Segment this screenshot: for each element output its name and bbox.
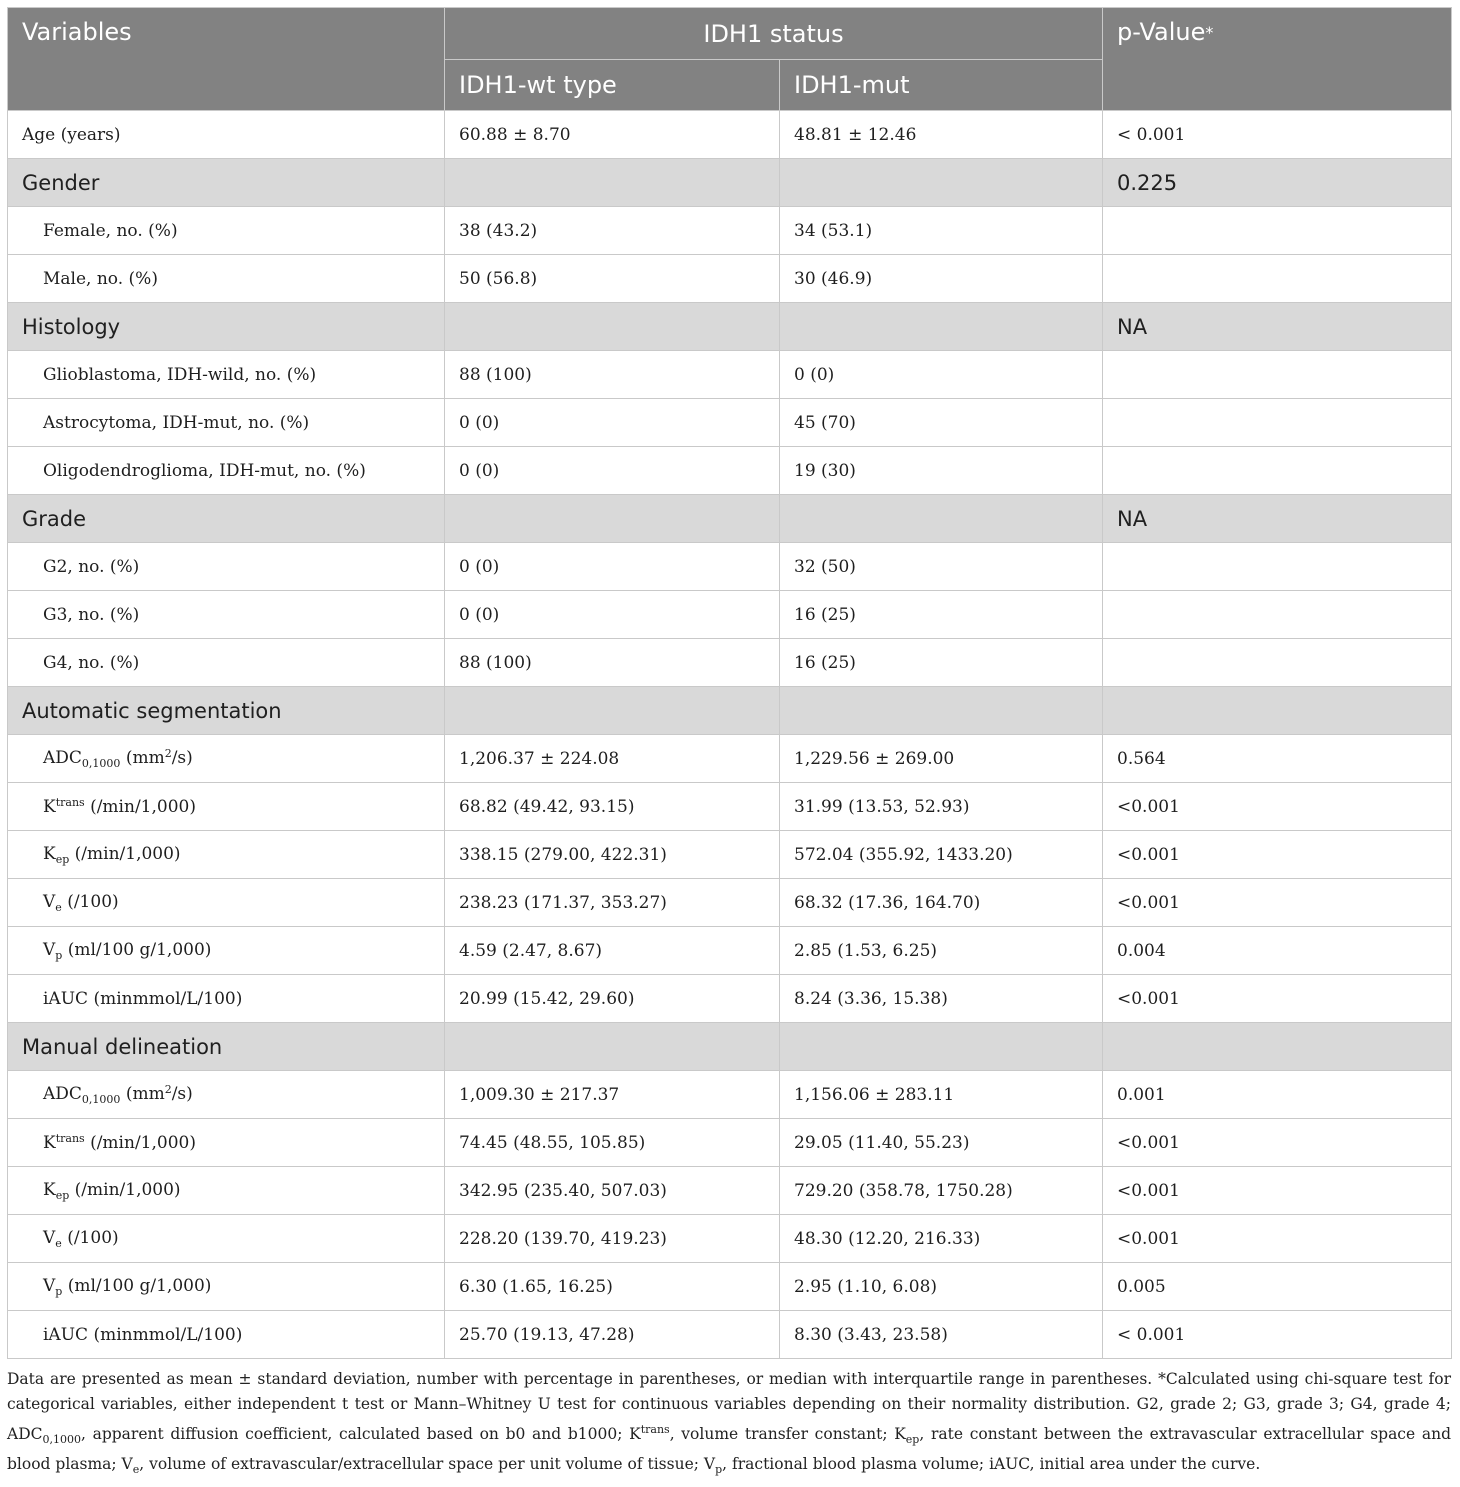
section-row [8,1023,1452,1071]
variable-label-part: 2 [164,1083,172,1096]
variable-label-part: p [55,1284,63,1298]
variable-cell: Glioblastoma, IDH-wild, no. (%) [8,351,445,399]
p-value-cell: 0.001 [1103,1071,1452,1119]
p-value-cell [1103,1023,1452,1071]
idh1-mut-cell: 48.30 (12.20, 216.33) [780,1215,1103,1263]
idh1-mut-cell: 32 (50) [780,543,1103,591]
table-footnote [7,1367,1451,1482]
p-value-cell [1103,399,1452,447]
variable-cell: Automatic segmentation [8,687,445,735]
variable-label-part: p [55,948,63,962]
idh1-mut-cell: 34 (53.1) [780,207,1103,255]
variable-label-part: ep [55,1188,70,1202]
p-value-cell: <0.001 [1103,975,1452,1023]
idh1-mut-cell: 48.81 ± 12.46 [780,111,1103,159]
p-value-cell [1103,447,1452,495]
p-value-cell: <0.001 [1103,783,1452,831]
idh1-wt-cell: 338.15 (279.00, 422.31) [445,831,780,879]
variable-cell: Astrocytoma, IDH-mut, no. (%) [8,399,445,447]
p-value-cell: < 0.001 [1103,1311,1452,1359]
table-row [8,207,1452,255]
variable-label-part: (/min/1,000) [84,1133,196,1153]
table-row [8,591,1452,639]
variable-cell: iAUC (minmmol/L/100) [8,1311,445,1359]
footnote-text: , volume transfer constant; K [669,1425,906,1443]
p-value-cell: <0.001 [1103,1119,1452,1167]
idh1-mut-cell: 16 (25) [780,591,1103,639]
p-value-cell [1103,591,1452,639]
idh1-wt-cell: 25.70 (19.13, 47.28) [445,1311,780,1359]
variable-cell [8,831,445,879]
idh1-wt-cell: 0 (0) [445,591,780,639]
idh1-wt-cell: 228.20 (139.70, 419.23) [445,1215,780,1263]
idh1-wt-cell: 6.30 (1.65, 16.25) [445,1263,780,1311]
footnote-sup: trans [640,1423,670,1436]
idh1-mut-cell [780,159,1103,207]
section-row [8,495,1452,543]
variable-label-part: V [43,939,56,960]
p-value-cell [1103,687,1452,735]
idh1-mut-cell [780,1023,1103,1071]
variable-cell: G3, no. (%) [8,591,445,639]
idh1-wt-cell: 74.45 (48.55, 105.85) [445,1119,780,1167]
variable-cell: Histology [8,303,445,351]
variable-label-part: K [43,797,56,817]
table-row [8,831,1452,879]
idh1-wt-cell: 38 (43.2) [445,207,780,255]
idh1-wt-cell: 20.99 (15.42, 29.60) [445,975,780,1023]
idh1-wt-cell: 1,009.30 ± 217.37 [445,1071,780,1119]
variable-label-part: ep [55,852,70,866]
p-value-cell: NA [1103,495,1452,543]
idh1-mut-cell: 8.24 (3.36, 15.38) [780,975,1103,1023]
table-body [8,111,1452,1359]
variable-label-part: (ml/100 g/1,000) [62,939,212,960]
idh1-comparison-table [7,7,1452,1359]
variable-cell: Oligodendroglioma, IDH-mut, no. (%) [8,447,445,495]
idh1-wt-cell [445,1023,780,1071]
idh1-mut-cell: 572.04 (355.92, 1433.20) [780,831,1103,879]
idh1-mut-cell: 16 (25) [780,639,1103,687]
variable-cell: Female, no. (%) [8,207,445,255]
table-row [8,735,1452,783]
variable-cell: G4, no. (%) [8,639,445,687]
idh1-mut-cell: 1,229.56 ± 269.00 [780,735,1103,783]
variable-label-part: 2 [164,747,172,760]
idh1-wt-cell: 4.59 (2.47, 8.67) [445,927,780,975]
footnote-sub: e [132,1463,140,1476]
table-row [8,447,1452,495]
p-value-cell: NA [1103,303,1452,351]
idh1-mut-cell [780,303,1103,351]
variable-label-part: K [43,1179,56,1200]
variable-label-part: (ml/100 g/1,000) [62,1275,212,1296]
footnote-sub: p [715,1463,723,1476]
header-idh1-wt: IDH1-wt type [445,60,780,111]
idh1-wt-cell: 0 (0) [445,543,780,591]
footnote-text: , apparent diffusion coefficient, calculated based on b0 and b1000; K [80,1425,641,1443]
table-row [8,1071,1452,1119]
p-value-cell: 0.564 [1103,735,1452,783]
idh1-mut-cell: 68.32 (17.36, 164.70) [780,879,1103,927]
variable-cell: Age (years) [8,111,445,159]
footnote-sub: 0,1000 [42,1433,81,1446]
header-idh1-mut: IDH1-mut [780,60,1103,111]
variable-cell: iAUC (minmmol/L/100) [8,975,445,1023]
p-value-cell: <0.001 [1103,1215,1452,1263]
table-row [8,927,1452,975]
table-row [8,543,1452,591]
variable-cell [8,735,445,783]
p-value-cell: 0.225 [1103,159,1452,207]
variable-label-part: ADC [43,1084,82,1104]
table-row [8,1311,1452,1359]
header-variables: Variables [8,8,445,111]
idh1-mut-cell: 45 (70) [780,399,1103,447]
table-row [8,399,1452,447]
table-page [7,7,1451,1482]
variable-label-part: e [55,900,62,914]
variable-label-part: V [43,1227,56,1248]
p-value-cell [1103,639,1452,687]
variable-label-part: trans [55,796,85,809]
variable-label-part: 0,1000 [81,757,121,770]
idh1-mut-cell: 30 (46.9) [780,255,1103,303]
variable-label-part: (/min/1,000) [69,843,181,864]
idh1-wt-cell: 88 (100) [445,639,780,687]
table-row [8,879,1452,927]
variable-label-part: (/100) [61,891,119,912]
p-value-cell: <0.001 [1103,1167,1452,1215]
p-value-cell: <0.001 [1103,831,1452,879]
variable-cell: Grade [8,495,445,543]
table-row [8,639,1452,687]
footnote-sub: ep [905,1433,920,1446]
p-value-cell [1103,351,1452,399]
table-row [8,1119,1452,1167]
variable-cell [8,1263,445,1311]
variable-label-part: (mm [120,748,165,768]
idh1-mut-cell [780,495,1103,543]
p-value-cell [1103,255,1452,303]
footnote-text: , fractional blood plasma volume; iAUC, initial area under the curve. [722,1455,1261,1473]
variable-label-part: /s) [171,748,193,768]
variable-label-part: /s) [171,1084,193,1104]
idh1-mut-cell [780,687,1103,735]
p-value-cell: 0.005 [1103,1263,1452,1311]
variable-cell: Gender [8,159,445,207]
variable-label-part: K [43,843,56,864]
variable-label-part: (/min/1,000) [84,797,196,817]
variable-label-part: (/min/1,000) [69,1179,181,1200]
variable-cell [8,1119,445,1167]
footnote-text: , volume of extravascular/extracellular space per unit volume of tissue; V [139,1455,716,1473]
idh1-mut-cell: 0 (0) [780,351,1103,399]
idh1-wt-cell [445,687,780,735]
header-idh1-status: IDH1 status [445,8,1103,60]
table-row [8,351,1452,399]
idh1-wt-cell [445,303,780,351]
section-row [8,159,1452,207]
idh1-wt-cell: 238.23 (171.37, 353.27) [445,879,780,927]
header-p-value-star: * [1205,23,1214,42]
idh1-mut-cell: 2.85 (1.53, 6.25) [780,927,1103,975]
variable-label-part: (/100) [61,1227,119,1248]
table-row [8,1215,1452,1263]
variable-cell: G2, no. (%) [8,543,445,591]
footnote-text: Data are presented as mean ± standard deviation, number with percentage in parentheses, or median with interquartile range in parentheses. *Calculated using chi-square test for categorical variables, either independent t test or Mann–Whitney U test for continuous variables depending on their normality distribution. G2, grade 2; G3, grade 3; G4, grade 4; ADC [7,1370,1451,1443]
table-row [8,255,1452,303]
idh1-mut-cell: 29.05 (11.40, 55.23) [780,1119,1103,1167]
variable-label-part: K [43,1133,56,1153]
variable-label-part: e [55,1236,62,1250]
table-row [8,1263,1452,1311]
p-value-cell [1103,543,1452,591]
idh1-wt-cell: 50 (56.8) [445,255,780,303]
variable-cell [8,783,445,831]
idh1-mut-cell: 31.99 (13.53, 52.93) [780,783,1103,831]
variable-cell: Manual delineation [8,1023,445,1071]
idh1-wt-cell [445,159,780,207]
table-row [8,1167,1452,1215]
variable-cell [8,879,445,927]
idh1-mut-cell: 8.30 (3.43, 23.58) [780,1311,1103,1359]
p-value-cell: 0.004 [1103,927,1452,975]
idh1-wt-cell: 60.88 ± 8.70 [445,111,780,159]
variable-label-part: V [43,1275,56,1296]
idh1-mut-cell: 1,156.06 ± 283.11 [780,1071,1103,1119]
footnote-text: , rate constant between the extravascular extracellular space and blood plasma; V [7,1425,1451,1473]
idh1-mut-cell: 729.20 (358.78, 1750.28) [780,1167,1103,1215]
variable-label-part: trans [55,1132,85,1145]
idh1-wt-cell: 0 (0) [445,447,780,495]
table-header [8,8,1452,111]
variable-label-part: 0,1000 [81,1093,121,1106]
header-p-value [1103,8,1452,111]
idh1-wt-cell [445,495,780,543]
variable-label-part: V [43,891,56,912]
idh1-wt-cell: 68.82 (49.42, 93.15) [445,783,780,831]
section-row [8,687,1452,735]
idh1-mut-cell: 2.95 (1.10, 6.08) [780,1263,1103,1311]
p-value-cell [1103,207,1452,255]
variable-cell [8,1167,445,1215]
variable-label-part: ADC [43,748,82,768]
p-value-cell: <0.001 [1103,879,1452,927]
variable-cell [8,927,445,975]
variable-label-part: (mm [120,1084,165,1104]
section-row [8,303,1452,351]
idh1-wt-cell: 88 (100) [445,351,780,399]
p-value-cell: < 0.001 [1103,111,1452,159]
idh1-mut-cell: 19 (30) [780,447,1103,495]
variable-cell: Male, no. (%) [8,255,445,303]
table-row [8,975,1452,1023]
idh1-wt-cell: 342.95 (235.40, 507.03) [445,1167,780,1215]
variable-cell [8,1071,445,1119]
idh1-wt-cell: 1,206.37 ± 224.08 [445,735,780,783]
table-row [8,783,1452,831]
idh1-wt-cell: 0 (0) [445,399,780,447]
table-row [8,111,1452,159]
variable-cell [8,1215,445,1263]
header-p-value-label: p-Value [1117,18,1206,46]
